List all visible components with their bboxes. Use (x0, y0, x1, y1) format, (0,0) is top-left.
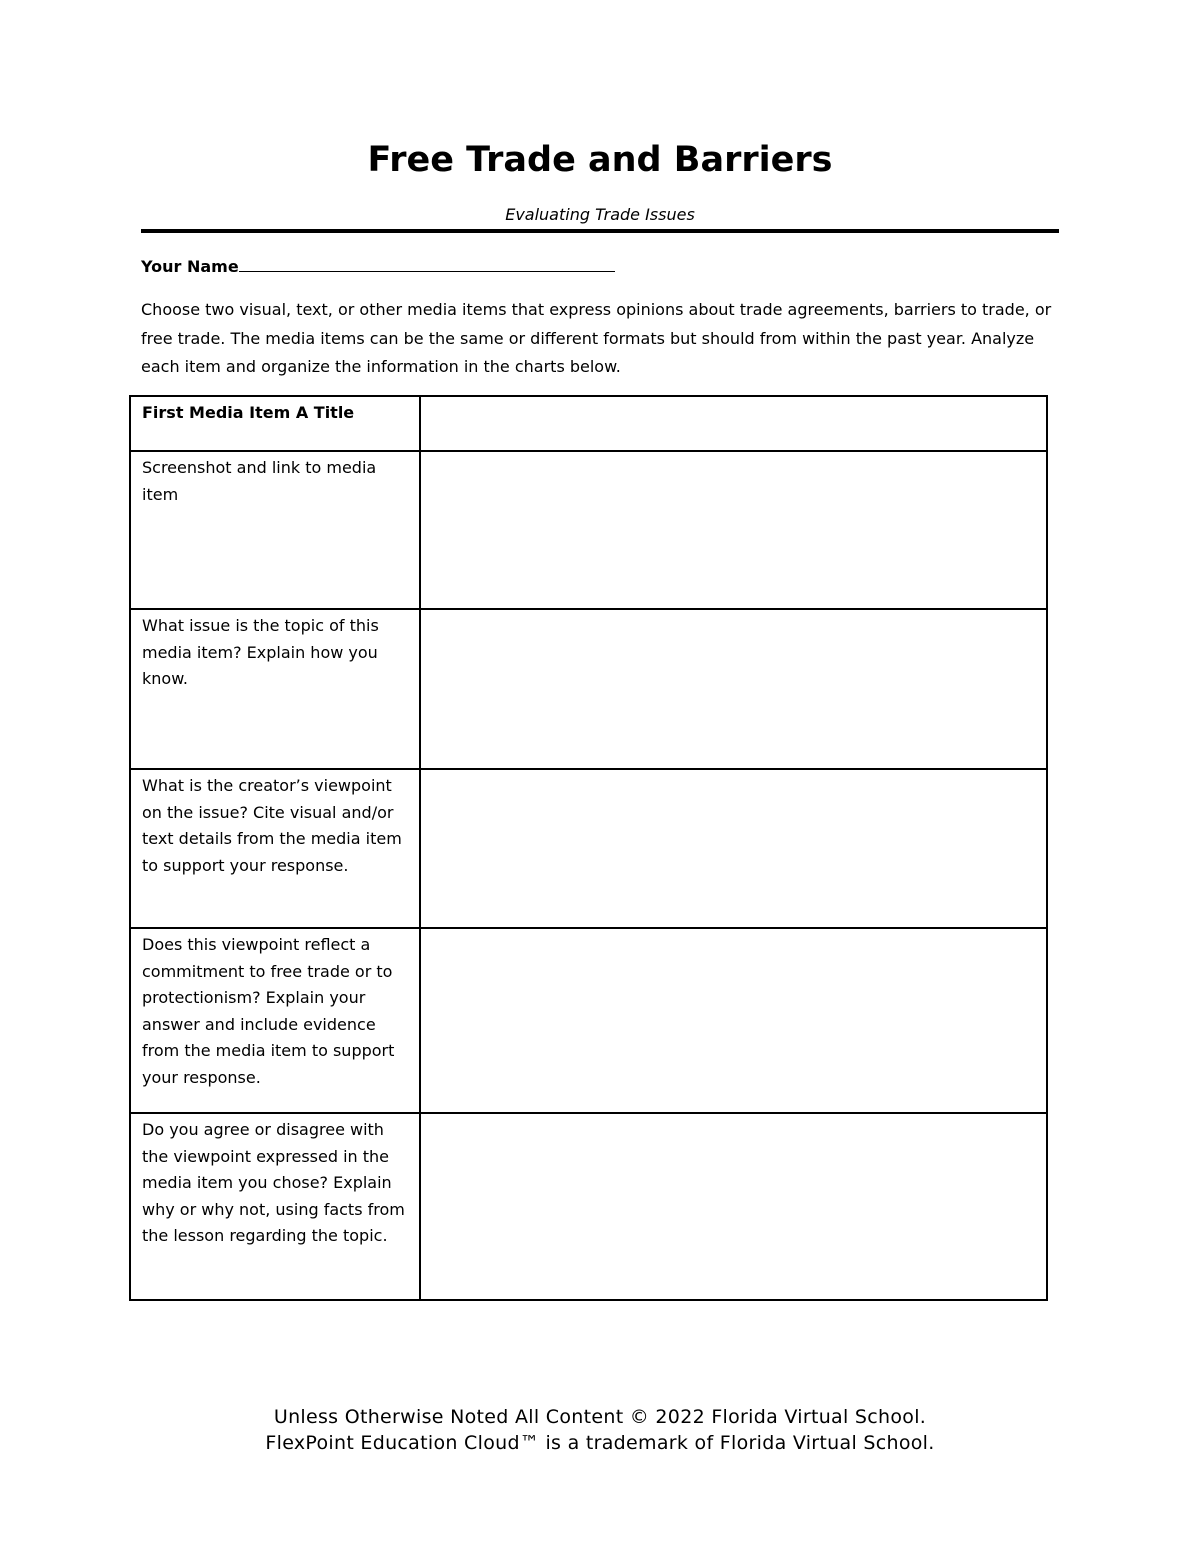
table-row (130, 928, 1047, 1113)
page-subtitle: Evaluating Trade Issues (505, 205, 695, 224)
table-row (130, 769, 1047, 928)
name-blank-line[interactable] (239, 254, 615, 272)
name-label: Your Name (141, 257, 239, 276)
instructions-paragraph: Choose two visual, text, or other media items that express opinions about trade agreements, barriers to trade, or free trade. The media items can be the same or different formats but should from within the past year. Analyze each item and organize the information in the charts below. (141, 300, 1052, 376)
footer-trademark-line: FlexPoint Education Cloud™ is a trademark of Florida Virtual School. (265, 1432, 935, 1454)
response-cell-screenshot-link[interactable] (420, 451, 1047, 609)
table-row (130, 1113, 1047, 1300)
page-title: Free Trade and Barriers (367, 140, 833, 180)
table-row (130, 396, 1047, 451)
row-label-agree-disagree: Do you agree or disagree with the viewpoint expressed in the media item you chose? Explain why or why not, using facts from the lesson regarding the topic. (130, 1113, 420, 1300)
row-label-issue-topic: What issue is the topic of this media item? Explain how you know. (130, 609, 420, 769)
copyright-footer (0, 1404, 1200, 1456)
response-cell-issue-topic[interactable] (420, 609, 1047, 769)
footer-copyright-line: Unless Otherwise Noted All Content © 2022 Florida Virtual School. (273, 1406, 927, 1428)
row-label-free-trade-protectionism: Does this viewpoint reflect a commitment to free trade or to protectionism? Explain your answer and include evidence from the media item to support your response. (130, 928, 420, 1113)
table-row (130, 609, 1047, 769)
media-item-chart (129, 395, 1048, 1301)
row-label-screenshot-link: Screenshot and link to media item (130, 451, 420, 609)
row-label-title: First Media Item A Title (130, 396, 420, 451)
response-cell-creator-viewpoint[interactable] (420, 769, 1047, 928)
response-cell-title[interactable] (420, 396, 1047, 451)
response-cell-agree-disagree[interactable] (420, 1113, 1047, 1300)
title-divider (141, 229, 1059, 233)
name-field (141, 254, 615, 278)
response-cell-free-trade-protectionism[interactable] (420, 928, 1047, 1113)
table-row (130, 451, 1047, 609)
row-label-creator-viewpoint: What is the creator’s viewpoint on the issue? Cite visual and/or text details from the media item to support your response. (130, 769, 420, 928)
